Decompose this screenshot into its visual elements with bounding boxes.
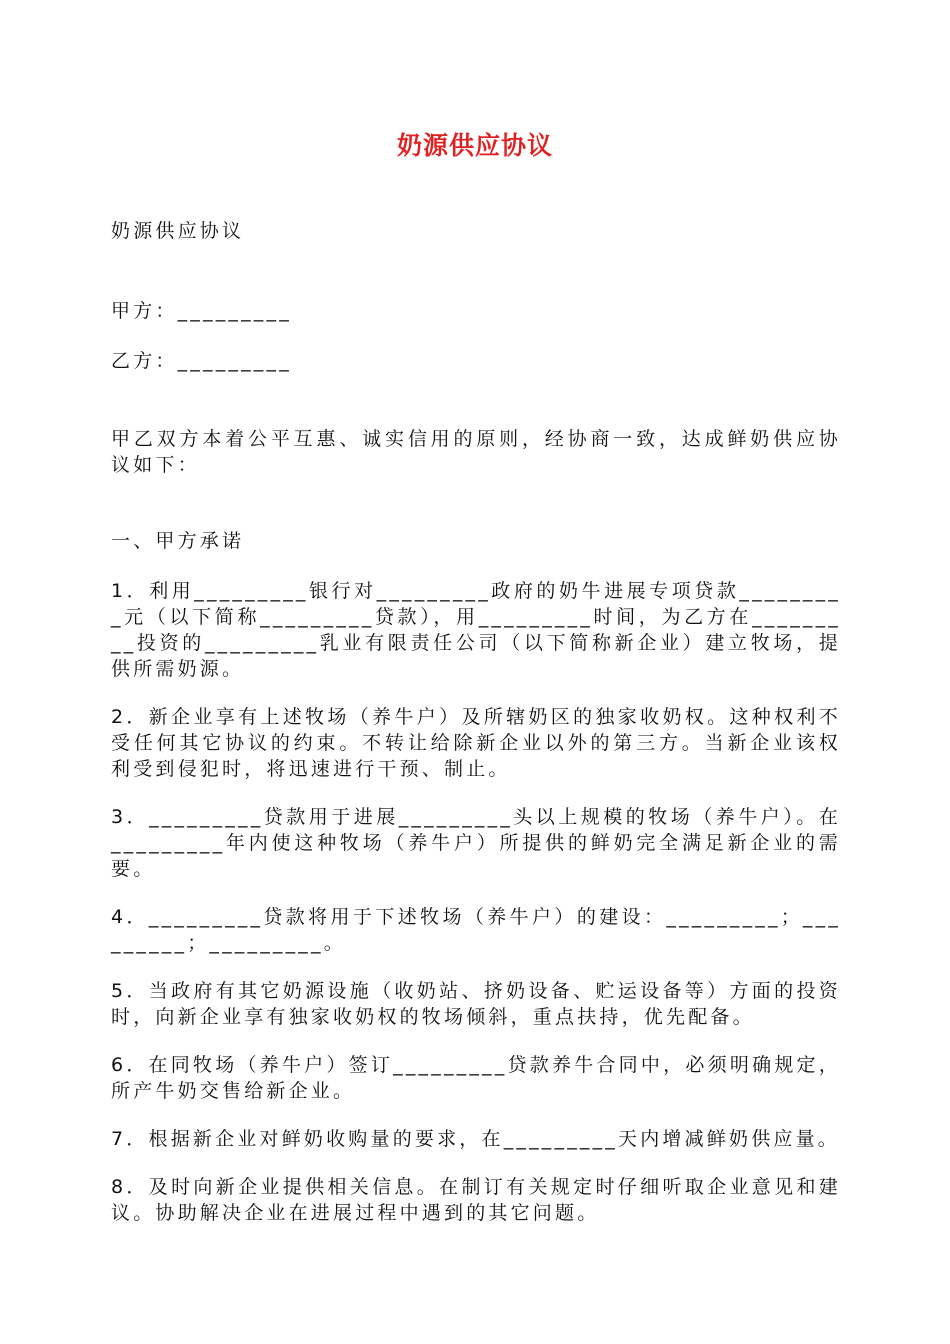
document-body bbox=[111, 218, 841, 1248]
clause-6: 6．在同牧场（养牛户）签订_________贷款养牛合同中，必须明确规定，所产牛奶交售给新企业。 bbox=[111, 1054, 841, 1102]
section-heading-party-a-commitments: 一、甲方承诺 bbox=[111, 530, 245, 552]
clause-7: 7．根据新企业对鲜奶收购量的要求，在_________天内增减鲜奶供应量。 bbox=[111, 1128, 840, 1150]
clause-3: 3．_________贷款用于进展_________头以上规模的牧场（养牛户）。在_________年内使这种牧场（养牛户）所提供的鲜奶完全满足新企业的需要。 bbox=[111, 806, 841, 880]
clause-5: 5．当政府有其它奶源设施（收奶站、挤奶设备、贮运设备等）方面的投资时，向新企业享有独家收奶权的牧场倾斜，重点扶持，优先配备。 bbox=[111, 980, 841, 1028]
intro-paragraph: 甲乙双方本着公平互惠、诚实信用的原则，经协商一致，达成鲜奶供应协议如下： bbox=[111, 428, 841, 476]
party-b-line: 乙方：_________ bbox=[111, 350, 292, 372]
document-title: 奶源供应协议 bbox=[396, 131, 553, 160]
document-subtitle: 奶源供应协议 bbox=[111, 220, 245, 242]
clause-4: 4．_________贷款将用于下述牧场（养牛户）的建设：_________；_________；_________。 bbox=[111, 906, 841, 954]
clause-2: 2．新企业享有上述牧场（养牛户）及所辖奶区的独家收奶权。这种权利不受任何其它协议的约束。不转让给除新企业以外的第三方。当新企业该权利受到侵犯时，将迅速进行干预、制止。 bbox=[111, 706, 841, 780]
party-a-line: 甲方：_________ bbox=[111, 300, 292, 322]
clause-8: 8．及时向新企业提供相关信息。在制订有关规定时仔细听取企业意见和建议。协助解决企业在进展过程中遇到的其它问题。 bbox=[111, 1176, 841, 1224]
clause-1: 1．利用_________银行对_________政府的奶牛进展专项贷款_________元（以下简称_________贷款），用_________时间，为乙方在_________投资的_________乳业有限责任公司（以下简称新企业）建立牧场，提供所需奶源。 bbox=[111, 580, 841, 680]
